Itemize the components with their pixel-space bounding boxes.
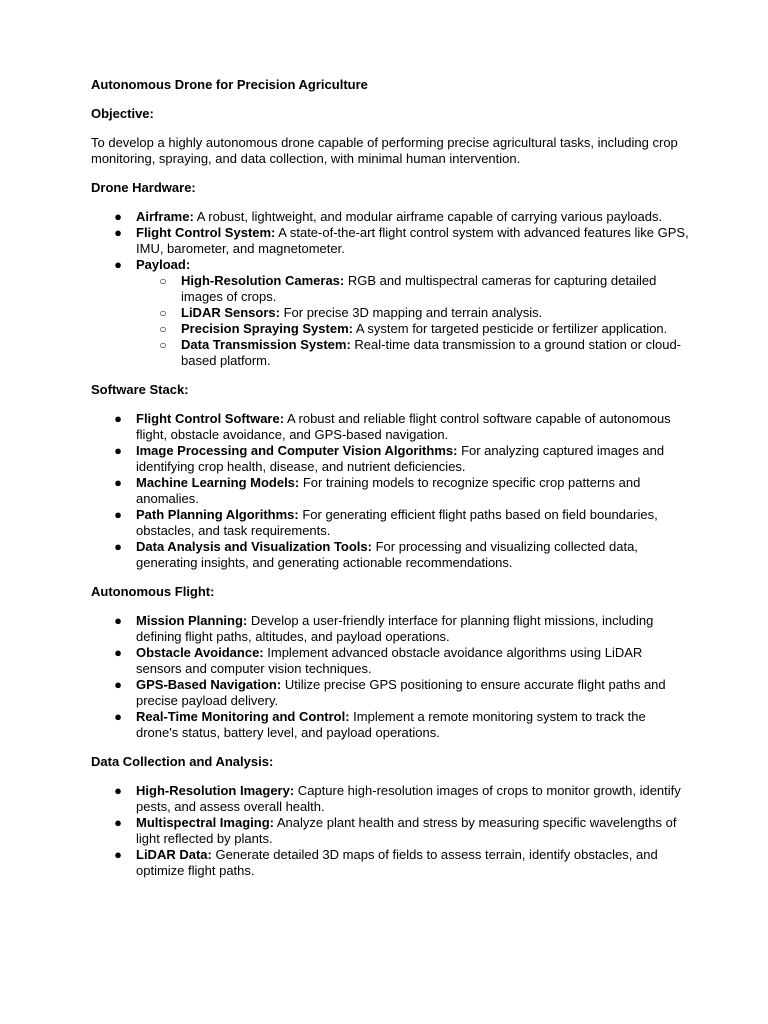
item-desc: A state-of-the-art flight control system with advanced features like GPS, IMU, barometer, and magnetometer. (136, 225, 689, 256)
item-desc: Capture high-resolution images of crops to monitor growth, identify pests, and assess overall health. (136, 783, 681, 814)
list-item (91, 539, 691, 571)
item-desc: For analyzing captured images and identifying crop health, disease, and nutrient deficiencies. (136, 443, 665, 474)
item-term: LiDAR Sensors: (181, 305, 280, 320)
list-item (91, 783, 691, 815)
list-item (136, 337, 691, 369)
item-desc: Analyze plant health and stress by measuring specific wavelengths of light reflected by plants. (136, 815, 677, 846)
list-item (91, 225, 691, 257)
document-body (91, 77, 691, 879)
item-desc: For processing and visualizing collected data, generating insights, and generating actionable recommendations. (136, 539, 638, 570)
item-term: Flight Control System: (136, 225, 276, 240)
bullet-icon: ● (114, 847, 122, 862)
list-item (136, 273, 691, 305)
item-term: Data Analysis and Visualization Tools: (136, 539, 372, 554)
bullet-icon: ● (114, 225, 122, 240)
bullet-icon: ● (114, 257, 122, 272)
sub-bullet-icon: ○ (159, 322, 167, 336)
bullet-icon: ● (114, 411, 122, 426)
item-desc: RGB and multispectral cameras for capturing detailed images of crops. (181, 273, 657, 304)
list-item (136, 305, 691, 321)
item-desc: A robust and reliable flight control software capable of autonomous flight, obstacle avoidance, and GPS-based navigation. (136, 411, 671, 442)
bullet-icon: ● (114, 645, 122, 660)
flight-heading: Autonomous Flight: (91, 584, 215, 599)
list-item (136, 321, 691, 337)
bullet-icon: ● (114, 507, 122, 522)
bullet-icon: ● (114, 443, 122, 458)
bullet-icon: ● (114, 613, 122, 628)
item-desc: Implement advanced obstacle avoidance algorithms using LiDAR sensors and computer vision techniques. (136, 645, 643, 676)
item-desc: A robust, lightweight, and modular airframe capable of carrying various payloads. (193, 209, 663, 224)
item-desc: For precise 3D mapping and terrain analysis. (279, 305, 543, 320)
list-item (91, 411, 691, 443)
document-title: Autonomous Drone for Precision Agriculture (91, 77, 368, 92)
data-list (91, 783, 691, 879)
item-desc: Utilize precise GPS positioning to ensure accurate flight paths and precise payload delivery. (136, 677, 666, 708)
item-term: Data Transmission System: (181, 337, 351, 352)
item-term: High-Resolution Imagery: (136, 783, 295, 798)
list-item (91, 677, 691, 709)
item-term: Mission Planning: (136, 613, 248, 628)
item-term: Image Processing and Computer Vision Algorithms: (136, 443, 458, 458)
list-item (91, 709, 691, 741)
payload-list (136, 273, 691, 369)
item-term: Airframe: (136, 209, 194, 224)
item-term: High-Resolution Cameras: (181, 273, 345, 288)
list-item (91, 209, 691, 225)
hardware-list (91, 209, 691, 369)
bullet-icon: ● (114, 475, 122, 490)
item-desc: For training models to recognize specific crop patterns and anomalies. (136, 475, 641, 506)
objective-heading: Objective: (91, 106, 154, 121)
item-term: GPS-Based Navigation: (136, 677, 282, 692)
software-heading: Software Stack: (91, 382, 189, 397)
sub-bullet-icon: ○ (159, 306, 167, 320)
bullet-icon: ● (114, 709, 122, 724)
sub-bullet-icon: ○ (159, 338, 167, 352)
list-item (91, 645, 691, 677)
list-item (91, 507, 691, 539)
item-term: Multispectral Imaging: (136, 815, 274, 830)
item-desc: For generating efficient flight paths based on field boundaries, obstacles, and task requirements. (136, 507, 658, 538)
list-item (91, 613, 691, 645)
list-item (91, 443, 691, 475)
sub-bullet-icon: ○ (159, 274, 167, 288)
bullet-icon: ● (114, 209, 122, 224)
item-term: LiDAR Data: (136, 847, 212, 862)
software-list (91, 411, 691, 571)
item-desc: Generate detailed 3D maps of fields to assess terrain, identify obstacles, and optimize flight paths. (136, 847, 658, 878)
item-term: Path Planning Algorithms: (136, 507, 299, 522)
item-term: Payload: (136, 257, 191, 272)
item-desc: Develop a user-friendly interface for planning flight missions, including defining flight paths, altitudes, and payload operations. (136, 613, 654, 644)
objective-text: To develop a highly autonomous drone capable of performing precise agricultural tasks, including crop monitoring, spraying, and data collection, with minimal human intervention. (91, 135, 678, 166)
bullet-icon: ● (114, 783, 122, 798)
list-item (91, 847, 691, 879)
flight-list (91, 613, 691, 741)
item-term: Real-Time Monitoring and Control: (136, 709, 350, 724)
hardware-heading: Drone Hardware: (91, 180, 196, 195)
list-item (91, 257, 691, 369)
bullet-icon: ● (114, 815, 122, 830)
item-term: Machine Learning Models: (136, 475, 300, 490)
bullet-icon: ● (114, 677, 122, 692)
item-term: Obstacle Avoidance: (136, 645, 264, 660)
item-desc: A system for targeted pesticide or fertilizer application. (352, 321, 668, 336)
list-item (91, 475, 691, 507)
item-desc: Real-time data transmission to a ground station or cloud-based platform. (181, 337, 682, 368)
item-desc: Implement a remote monitoring system to track the drone's status, battery level, and payload operations. (136, 709, 646, 740)
item-term: Precision Spraying System: (181, 321, 353, 336)
item-term: Flight Control Software: (136, 411, 285, 426)
list-item (91, 815, 691, 847)
bullet-icon: ● (114, 539, 122, 554)
data-heading: Data Collection and Analysis: (91, 754, 274, 769)
